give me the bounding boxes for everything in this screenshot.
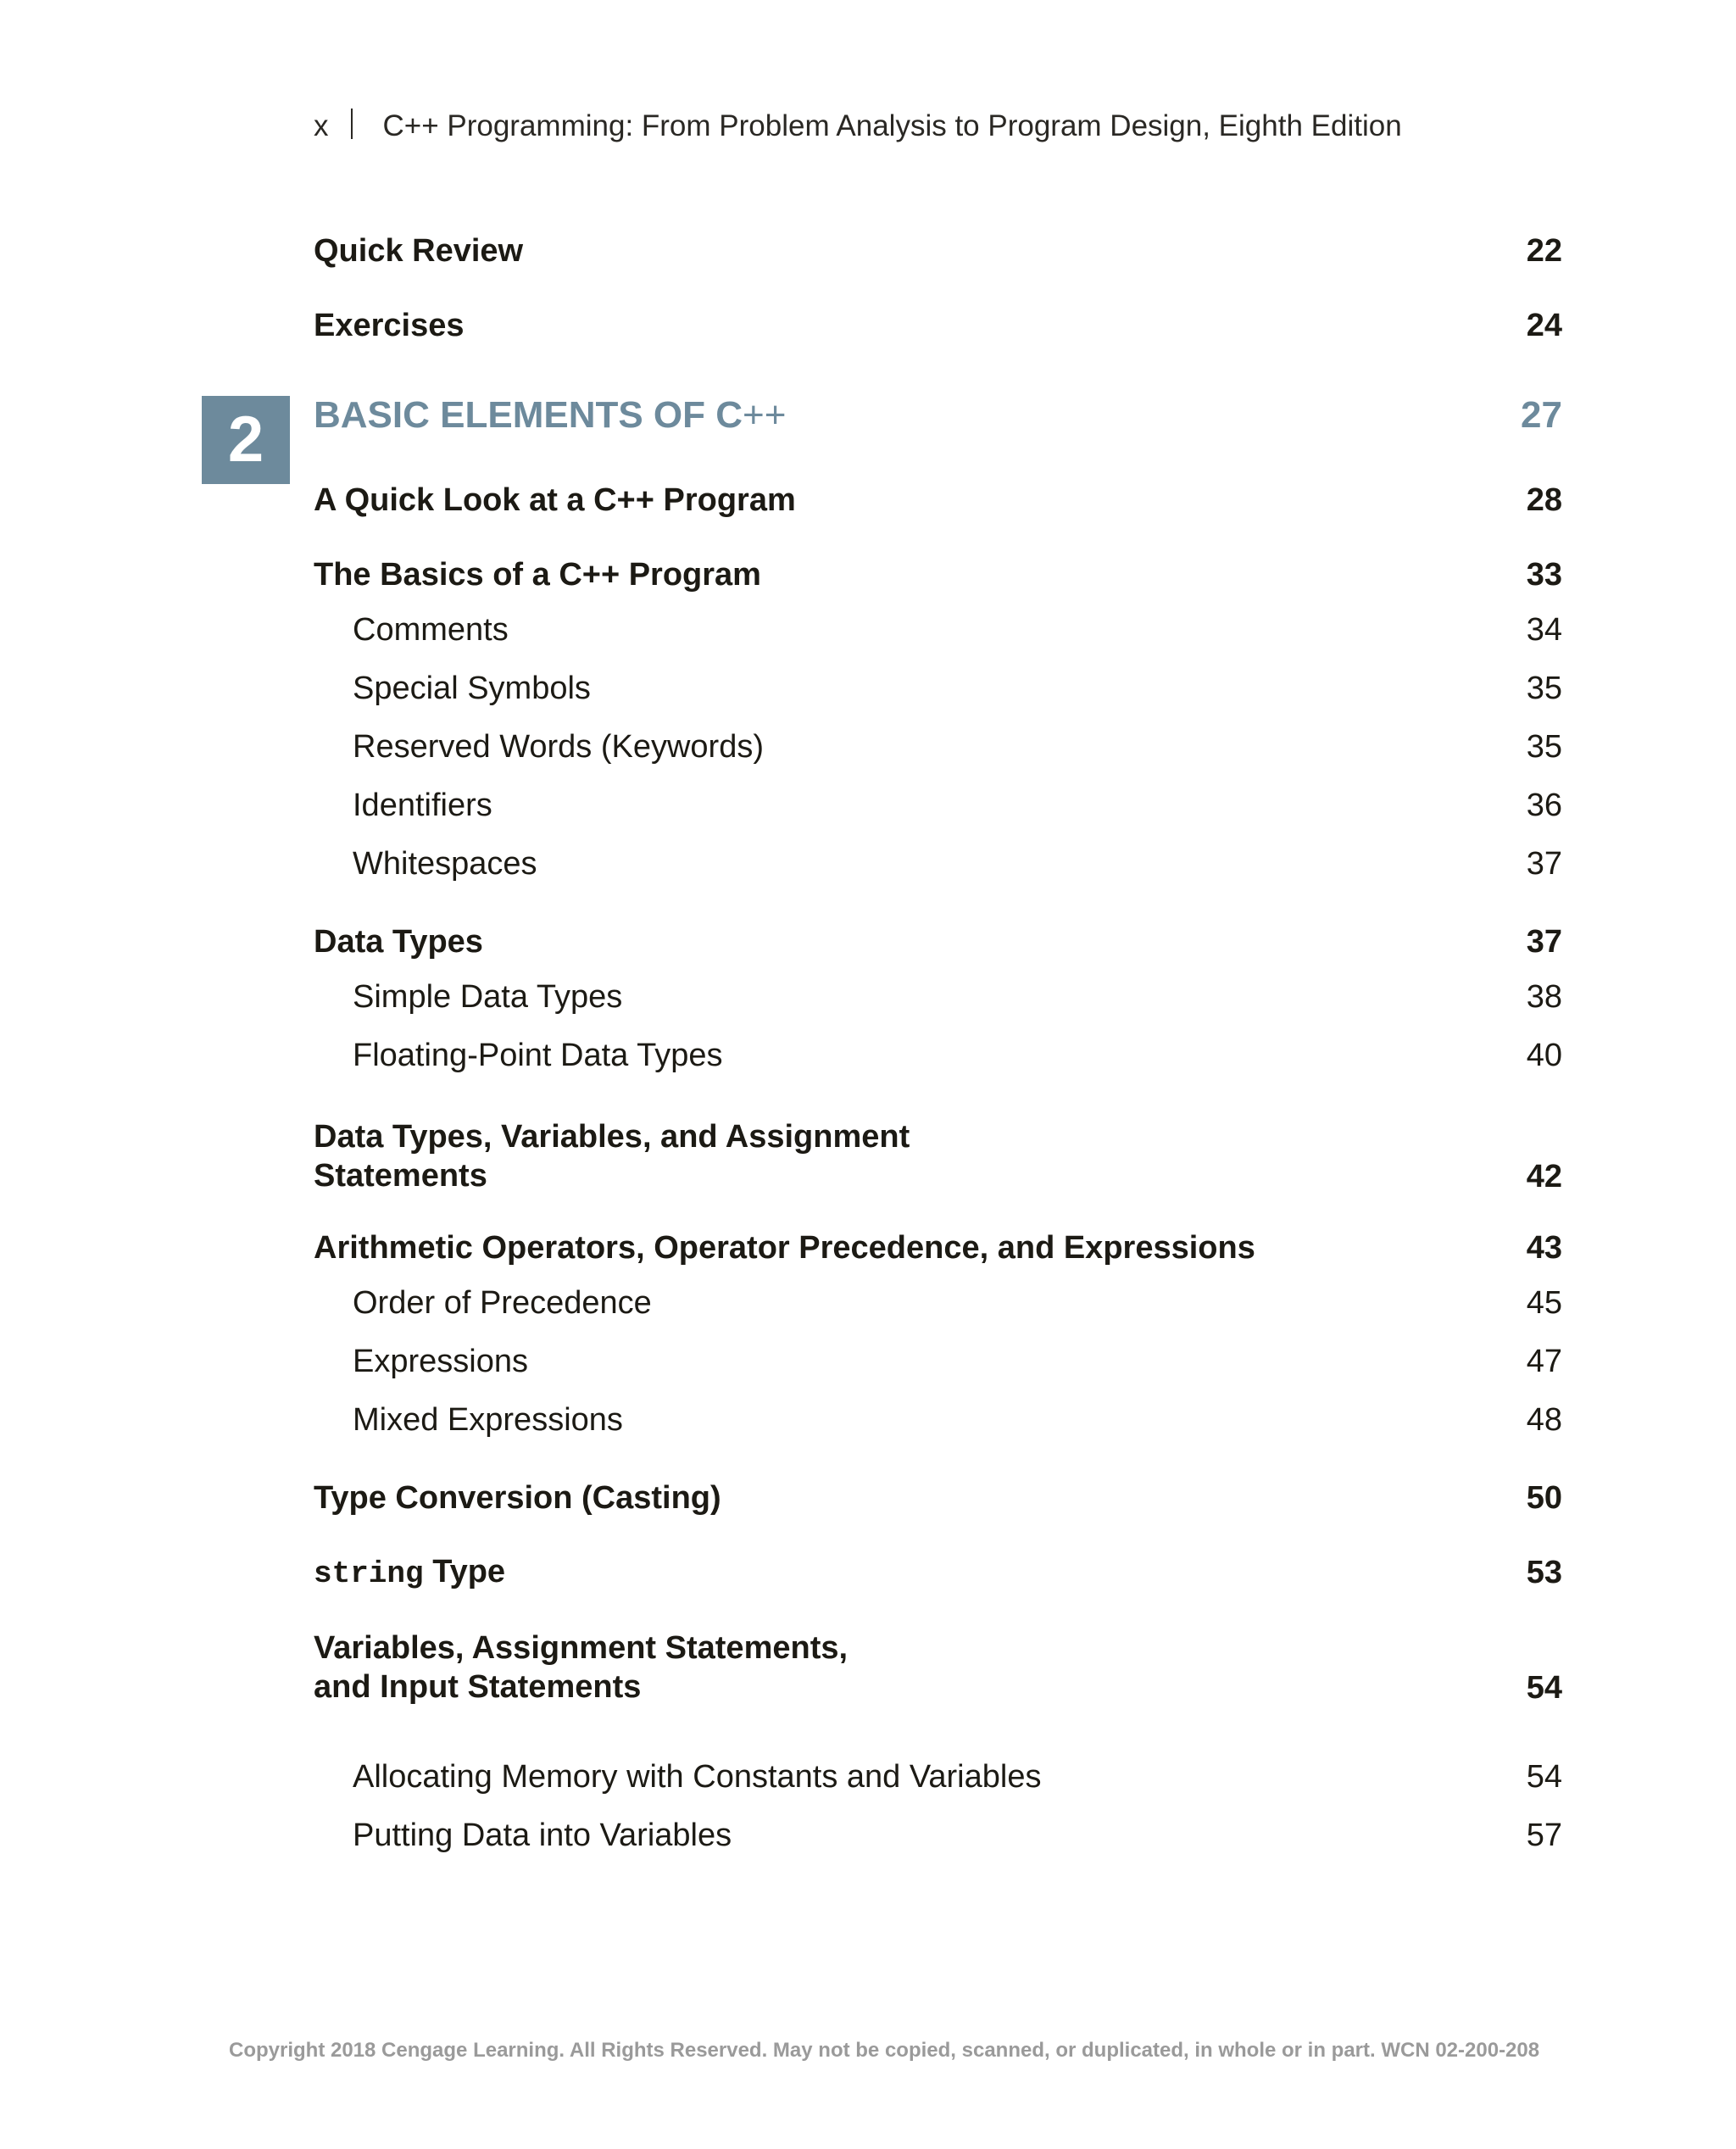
toc-entry-subsection[interactable] — [314, 1803, 1562, 1854]
toc-entry-page: 53 — [1526, 1555, 1562, 1590]
toc-entry-page: 34 — [1526, 612, 1562, 648]
chapter-page: 27 — [1521, 394, 1562, 436]
toc-entry-label: Floating-Point Data Types — [353, 1038, 723, 1073]
toc-entry-label: Special Symbols — [353, 671, 591, 706]
toc-entry-section[interactable] — [314, 1216, 1562, 1267]
toc-entry-page: 45 — [1526, 1285, 1562, 1321]
code-keyword: string — [314, 1556, 424, 1591]
toc-entry-label: Putting Data into Variables — [353, 1818, 732, 1853]
copyright-notice: Copyright 2018 Cengage Learning. All Rights Reserved. May not be copied, scanned, or duplicated, in whole or in part. WCN 02-200-208 — [229, 2039, 1540, 2062]
toc-entry-label: Identifiers — [353, 788, 492, 823]
toc-entry-page: 42 — [1526, 1159, 1562, 1194]
header-divider — [351, 109, 353, 139]
toc-entry-section[interactable] — [314, 1466, 1562, 1517]
toc-entry-page: 57 — [1526, 1818, 1562, 1853]
toc-entry-label: A Quick Look at a C++ Program — [314, 482, 796, 518]
toc-entry-page: 54 — [1526, 1759, 1562, 1795]
toc-entry-page: 54 — [1526, 1670, 1562, 1706]
toc-entry-page: 24 — [1526, 308, 1562, 343]
toc-entry-subsection[interactable] — [314, 656, 1562, 707]
toc-entry-subsection[interactable] — [314, 1271, 1562, 1322]
toc-entry-page: 22 — [1526, 233, 1562, 269]
toc-entry-label: Order of Precedence — [353, 1285, 652, 1321]
toc-entry-subsection[interactable] — [314, 598, 1562, 649]
toc-entry-page: 35 — [1526, 729, 1562, 765]
toc-entry-label: Simple Data Types — [353, 979, 623, 1015]
toc-entry-subsection[interactable] — [314, 1388, 1562, 1439]
toc-entry-label: Mixed Expressions — [353, 1402, 623, 1438]
toc-entry-section[interactable] — [314, 1613, 1562, 1706]
toc-entry-exercises[interactable] — [314, 293, 1562, 344]
toc-entry-label: string Type — [314, 1554, 506, 1591]
toc-entry-section[interactable] — [314, 468, 1562, 519]
toc-entry-label: Allocating Memory with Constants and Variables — [353, 1759, 1042, 1795]
toc-entry-label: Data Types, Variables, and Assignment Statements — [314, 1119, 910, 1194]
toc-entry-section[interactable] — [314, 1102, 1562, 1195]
toc-entry-page: 47 — [1526, 1344, 1562, 1379]
page-folio: x — [314, 109, 329, 142]
toc-entry-label: Comments — [353, 612, 509, 648]
toc-entry-page: 50 — [1526, 1480, 1562, 1516]
toc-entry-page: 38 — [1526, 979, 1562, 1015]
toc-entry-page: 48 — [1526, 1402, 1562, 1438]
toc-entry-subsection[interactable] — [314, 832, 1562, 882]
chapter-number-badge: 2 — [202, 396, 290, 484]
toc-entry-label: Arithmetic Operators, Operator Precedence, and Expressions — [314, 1230, 1255, 1266]
toc-entry-subsection[interactable] — [314, 773, 1562, 824]
toc-entry-label: Expressions — [353, 1344, 528, 1379]
toc-entry-section[interactable] — [314, 910, 1562, 960]
toc-entry-subsection[interactable] — [314, 965, 1562, 1016]
toc-entry-label: Data Types — [314, 924, 483, 960]
toc-entry-page: 28 — [1526, 482, 1562, 518]
toc-entry-page: 43 — [1526, 1230, 1562, 1266]
toc-entry-page: 40 — [1526, 1038, 1562, 1073]
chapter-title: BASIC ELEMENTS OF C++ — [314, 394, 787, 436]
toc-entry-page: 36 — [1526, 788, 1562, 823]
toc-entry-label: Type Conversion (Casting) — [314, 1480, 721, 1516]
toc-entry-label: Reserved Words (Keywords) — [353, 729, 765, 765]
toc-entry-page: 37 — [1526, 924, 1562, 960]
toc-entry-label: Whitespaces — [353, 846, 537, 882]
toc-entry-section[interactable] — [314, 1540, 1562, 1591]
toc-entry-label: The Basics of a C++ Program — [314, 557, 761, 593]
toc-entry-quick-review[interactable] — [314, 219, 1562, 270]
toc-entry-subsection[interactable] — [314, 1023, 1562, 1074]
toc-entry-page: 37 — [1526, 846, 1562, 882]
toc-entry-label: Quick Review — [314, 233, 524, 269]
toc-entry-page: 35 — [1526, 671, 1562, 706]
toc-entry-subsection[interactable] — [314, 1329, 1562, 1380]
chapter-heading[interactable] — [314, 386, 1562, 437]
toc-entry-label: Exercises — [314, 308, 465, 343]
book-title: C++ Programming: From Problem Analysis to Program Design, Eighth Edition — [382, 109, 1402, 142]
toc-entry-label: Variables, Assignment Statements, and Input Statements — [314, 1630, 849, 1705]
toc-entry-subsection[interactable] — [314, 715, 1562, 766]
running-header — [314, 109, 1402, 143]
toc-entry-subsection[interactable] — [314, 1745, 1562, 1795]
toc-entry-page: 33 — [1526, 557, 1562, 593]
toc-entry-section[interactable] — [314, 543, 1562, 593]
